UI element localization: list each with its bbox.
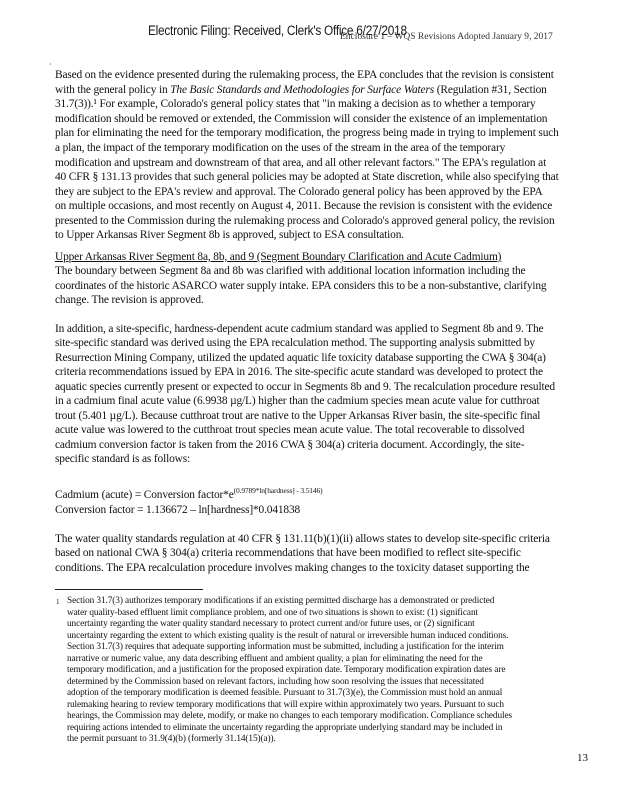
text-line: a plan, the impact of the temporary modification on the uses of the stream in the area of the temporary xyxy=(55,142,506,154)
section-heading: Upper Arkansas River Segment 8a, 8b, and 9 (Segment Boundary Clarification and Acute Cadmium) xyxy=(55,251,502,263)
footnote-line: Section 31.7(3) authorizes temporary modifications if an existing permitted discharge has a demonstrated or predicted xyxy=(67,596,495,606)
regulation-title: The Basic Standards and Methodologies for Surface Waters xyxy=(170,84,435,96)
text-line: specific standard is as follows: xyxy=(55,453,191,465)
text-line: In addition, a site-specific, hardness-dependent acute cadmium standard was applied to Segment 8b and 9. The xyxy=(55,323,544,335)
text-line: 40 CFR § 131.13 provides that such general policies may be adopted at State discretion, while also specifying that xyxy=(55,171,559,183)
stray-mark: · xyxy=(49,60,52,69)
footnote-marker: 1 xyxy=(56,598,60,606)
text-line: The boundary between Segment 8a and 8b was clarified with additional location information including the xyxy=(55,265,526,277)
formula-cadmium xyxy=(55,484,322,502)
text-line: cadmium conversion factor is taken from the 2016 CWA § 304(a) criteria document. Accordingly, the site- xyxy=(55,439,525,451)
text-line: they are subject to the EPA's review and approval. The Colorado general policy has been approved by the EPA xyxy=(55,186,543,198)
text-line: 31.7(3)).¹ For example, Colorado's general policy states that "in making a decision as to whether a temporary xyxy=(55,98,536,110)
formula-exponent: (0.9789*ln[hardness] - 3.5146) xyxy=(233,486,323,495)
text-line: coordinates of the historic ASARCO water supply intake. EPA considers this to be a non-substantive, clarifying xyxy=(55,280,547,292)
text-line: to Upper Arkansas River Segment 8b is approved, subject to ESA consultation. xyxy=(55,229,404,241)
footnote-line: temporary modification, and a justification for the proposed expiration date. Temporary modification expiration dates are xyxy=(67,665,506,675)
text-line: in a cadmium final acute value (6.9938 µg/L) higher than the cadmium species mean acute value for cutthroat xyxy=(55,395,540,407)
text-line: trout (5.401 µg/L). Because cutthroat trout are native to the Upper Arkansas River basin, the site-specific final xyxy=(55,410,541,422)
page-number: 13 xyxy=(577,752,588,764)
text-line: based on national CWA § 304(a) criteria recommendations that have been modified to reflect site-specific xyxy=(55,547,521,559)
text-line: site-specific standard was derived using the EPA recalculation method. The supporting analysis submitted by xyxy=(55,337,535,349)
text-span: (Regulation #31, Section xyxy=(436,84,547,96)
footnote-line: Section 31.7(3) requires that adequate supporting information must be submitted, including a justification for the interim xyxy=(67,642,504,652)
footnote-line: adoption of the temporary modification is deemed feasible. Pursuant to 31.7(3)(e), the Commission must hold an annual xyxy=(67,688,503,698)
footnote-line: uncertainty regarding the extent to which existing quality is the result of natural or irreversible human induced conditions. xyxy=(67,631,509,641)
text-line: aquatic species currently present or expected to occur in Segments 8b and 9. The recalculation procedure resulted xyxy=(55,381,555,393)
text-line: modification and upstream and downstream of that area, and all other relevant factors." The EPA's regulation at xyxy=(55,157,547,169)
footnote-line: rulemaking hearing to review temporary modifications that will expire within approximately two years. Pursuant to such xyxy=(67,700,504,710)
text-line: Based on the evidence presented during the rulemaking process, the EPA concludes that the revision is consistent xyxy=(55,69,554,81)
text-line: change. The revision is approved. xyxy=(55,294,204,306)
footnote-line: narrative or numeric value, any data describing effluent and ambient quality, a plan for eliminating the need for the xyxy=(67,654,483,664)
footnote-line: determined by the Commission based on relevant factors, including how soon resolving the issues that necessitated xyxy=(67,677,484,687)
text-line: modification should be removed or extended, the Commission will consider the existence of an implementation xyxy=(55,113,548,125)
text-line: plan for eliminating the need for the temporary modification, the progress being made in trying to implement such xyxy=(55,127,559,139)
text-line: presented to the Commission during the rulemaking process and Colorado's approved general policy, the revision xyxy=(55,215,555,227)
text-line: Resurrection Mining Company, utilized the updated aquatic life toxicity database supporting the CWA § 304(a) xyxy=(55,352,546,364)
text-line: acute value was lowered to the cutthroat trout species mean acute value. The total recoverable to dissolved xyxy=(55,424,525,436)
running-header: Enclosure 1 – WQS Revisions Adopted January 9, 2017 xyxy=(340,32,553,42)
formula-text: Cadmium (acute) = Conversion factor*e xyxy=(55,488,234,501)
text-line: The water quality standards regulation at 40 CFR § 131.11(b)(1)(ii) allows states to develop site-specific criteria xyxy=(55,533,550,545)
footnote-line: requiring actions intended to eliminate the uncertainty regarding the appropriate underlying standard may be included in xyxy=(67,723,503,733)
text-span: with the general policy in xyxy=(55,84,168,96)
text-line xyxy=(55,83,547,97)
footnote-line: the permit pursuant to 31.9(4)(b) (formerly 31.14(15)(a)). xyxy=(67,734,276,744)
footnote-line: uncertainty regarding the water quality standard necessary to protect current and/or future uses, or (2) significant xyxy=(67,619,475,629)
formula-conversion: Conversion factor = 1.136672 – ln[hardness]*0.041838 xyxy=(55,504,301,516)
text-line: criteria recommendations issued by EPA in 2016. The site-specific acute standard was developed to protect the xyxy=(55,366,543,378)
footnote-divider xyxy=(55,589,203,590)
footnote-line: water quality-based effluent limit compliance problem, and one of two situations is shown to exist: (1) significant xyxy=(67,608,478,618)
text-line: on multiple occasions, and most recently on August 4, 2011. Because the revision is consistent with the evidence xyxy=(55,200,553,212)
filing-stamp: Electronic Filing: Received, Clerk's Office 6/27/2018 xyxy=(148,23,407,38)
footnote-line: hearings, the Commission may delete, modify, or make no changes to each temporary modification. Compliance schedules xyxy=(67,711,513,721)
text-line: conditions. The EPA recalculation procedure involves making changes to the toxicity dataset supporting the xyxy=(55,562,530,574)
